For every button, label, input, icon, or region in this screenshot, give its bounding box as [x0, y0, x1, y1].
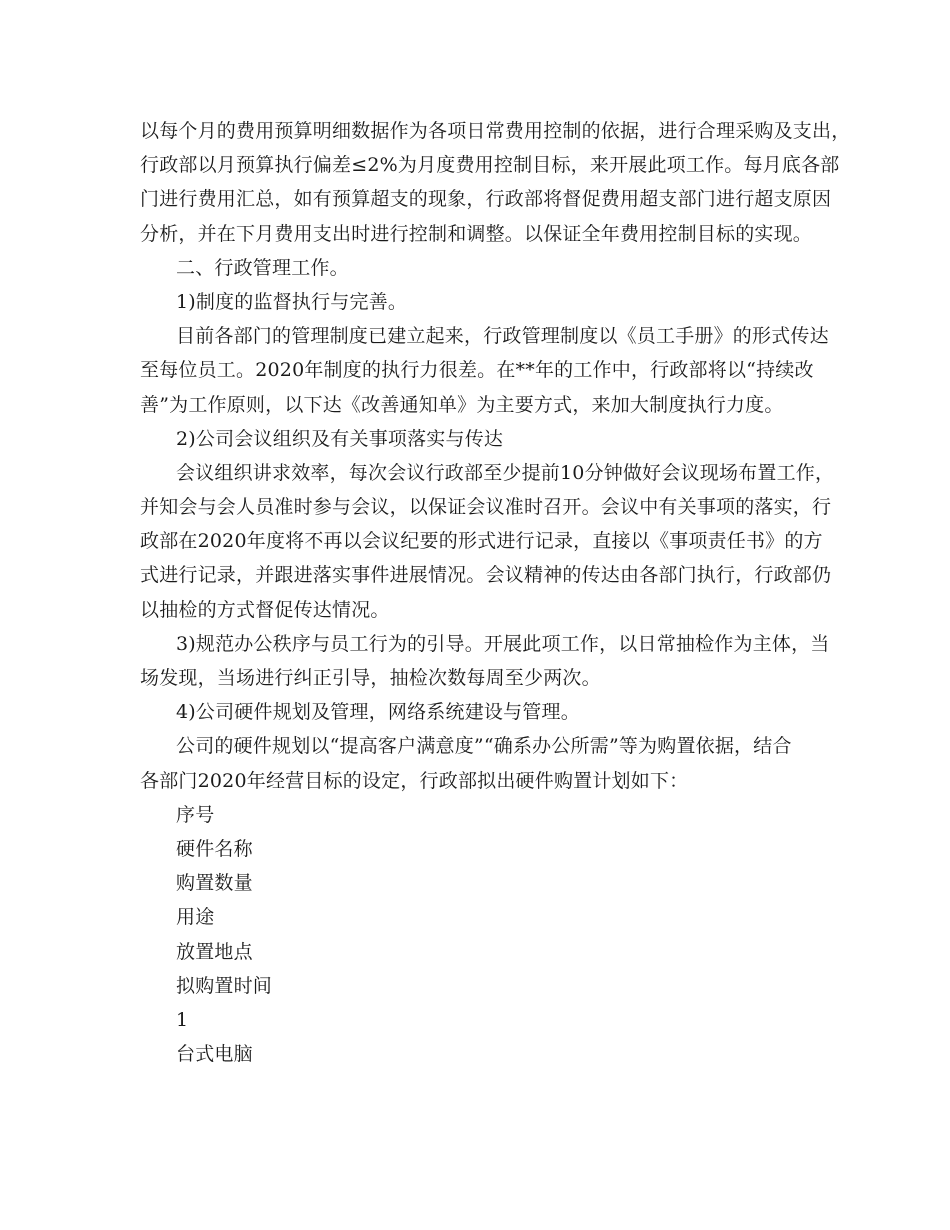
text-line: 式进行记录，并跟进落实事件进展情况。会议精神的传达由各部门执行，行政部仍 — [140, 564, 832, 587]
text-line: 1)制度的监督执行与完善。 — [176, 290, 408, 313]
text-line: 政部在2020年度将不再以会议纪要的形式进行记录，直接以《事项责任书》的方 — [140, 530, 823, 553]
text-line: 并知会与会人员准时参与会议，以保证会议准时召开。会议中有关事项的落实，行 — [140, 496, 832, 519]
text-line: 用途 — [176, 906, 215, 929]
text-line: 至每位员工。2020年制度的执行力很差。在**年的工作中，行政部将以“持续改 — [140, 359, 814, 382]
text-line: 场发现，当场进行纠正引导，抽检次数每周至少两次。 — [140, 667, 601, 689]
text-line: 4)公司硬件规划及管理，网络系统建设与管理。 — [176, 701, 580, 724]
document-body — [140, 114, 851, 1071]
text-line: 目前各部门的管理制度已建立起来，行政管理制度以《员工手册》的形式传达 — [176, 325, 829, 348]
text-line: 购置数量 — [176, 872, 253, 895]
text-line: 2)公司会议组织及有关事项落实与传达 — [176, 427, 504, 450]
text-line: 公司的硬件规划以“提高客户满意度”“确系办公所需”等为购置依据，结合 — [176, 735, 792, 758]
text-line: 1 — [176, 1008, 189, 1031]
text-line: 硬件名称 — [176, 837, 253, 860]
text-line: 会议组织讲求效率，每次会议行政部至少提前10分钟做好会议现场布置工作， — [176, 461, 835, 484]
text-line: 各部门2020年经营目标的设定，行政部拟出硬件购置计划如下： — [140, 769, 689, 792]
text-line: 拟购置时间 — [176, 974, 273, 997]
text-line: 行政部以月预算执行偏差≤2%为月度费用控制目标，来开展此项工作。每月底各部 — [140, 154, 840, 177]
text-line: 放置地点 — [176, 940, 253, 963]
text-line: 3)规范办公秩序与员工行为的引导。开展此项工作，以日常抽检作为主体，当 — [176, 632, 830, 655]
text-line: 台式电脑 — [176, 1043, 253, 1066]
text-line: 以抽检的方式督促传达情况。 — [140, 598, 390, 621]
text-line: 二、行政管理工作。 — [176, 256, 349, 279]
text-line: 以每个月的费用预算明细数据作为各项日常费用控制的依据，进行合理采购及支出， — [140, 120, 851, 142]
text-line: 善”为工作原则，以下达《改善通知单》为主要方式，来加大制度执行力度。 — [140, 393, 784, 416]
text-line: 序号 — [176, 803, 215, 826]
text-line: 门进行费用汇总，如有预算超支的现象，行政部将督促费用超支部门进行超支原因 — [140, 188, 832, 211]
text-line: 分析，并在下月费用支出时进行控制和调整。以保证全年费用控制目标的实现。 — [140, 222, 813, 245]
